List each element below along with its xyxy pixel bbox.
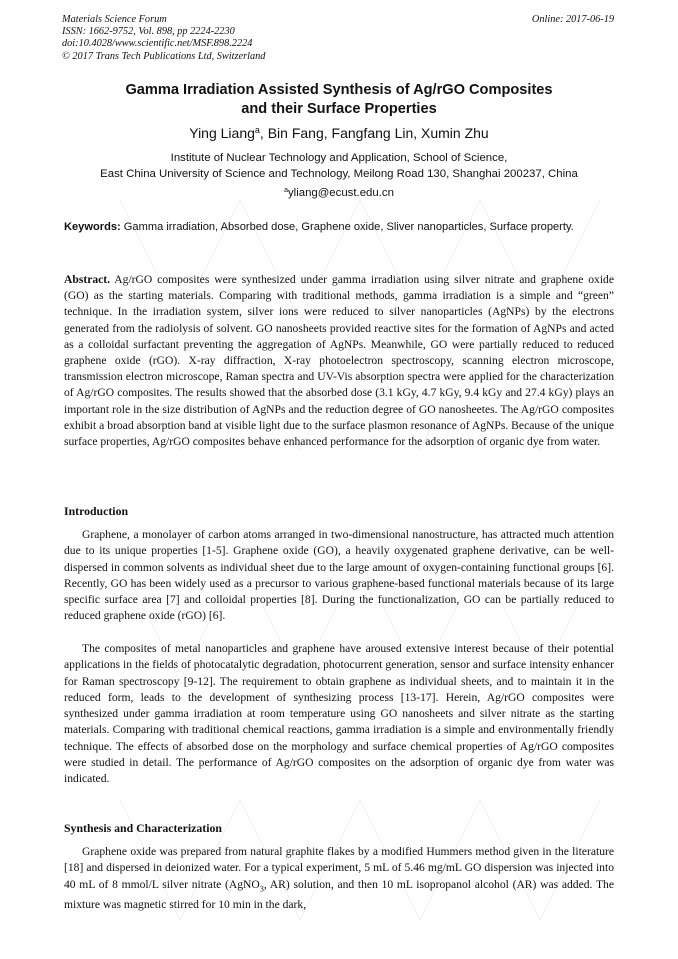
abstract-text: Ag/rGO composites were synthesized under gamma irradiation using silver nitrate and graphene oxide (GO) as the starting materials. Comparing with traditional methods, gamma irradiation is a simple and “green” technique. In the irradiation system, silver ions were reduced to silver nanoparticles (AgNPs) by the electrons generated from the radiolysis of solvent. GO nanosheets provided reactive sites for the formation of AgNPs and acted as a colloidal surfactant preventing the aggregation of AgNPs. Meanwhile, GO were partially reduced to reduced graphene oxide (rGO). X-ray diffraction, X-ray photoelectron spectroscopy, scanning electron microscope, transmission electron microscope, Raman spectra and UV-Vis absorption spectra were applied for the characterization of Ag/rGO composites. The results showed that the absorbed dose (3.1 kGy, 4.7 kGy, 9.4 kGy and 27.4 kGy) plays an important role in the size distribution of AgNPs and the reduction degree of GO nanosheetes. The Ag/rGO composites exhibit a broad absorption band at visible light due to the surface plasmon resonance of AgNPs. Because of the unique surface properties, Ag/rGO composites behave enhanced performance for the adsorption of organic dye from water. <box>64 273 614 449</box>
author-list <box>64 124 614 142</box>
keywords-text: Gamma irradiation, Absorbed dose, Graphene oxide, Sliver nanoparticles, Surface property. <box>120 221 574 233</box>
abstract-block <box>64 272 614 450</box>
title-line-2: and their Surface Properties <box>241 101 437 117</box>
journal-name: Materials Science Forum <box>62 14 167 25</box>
synthesis-text-a: Graphene oxide was prepared from natural graphite flakes by a modified Hummers method given in the literature [18] and dispersed in deionized water. For a typical experiment, 5 mL of 5.46 mg/mL GO dispersion was injected into 40 mL of 8 mmol/L silver nitrate (AgNO <box>64 845 614 891</box>
paper-title <box>64 81 614 119</box>
author-superscript: a <box>254 125 260 135</box>
first-author: Ying Liang <box>189 125 255 141</box>
affiliation-line-2: East China University of Science and Technology, Meilong Road 130, Shanghai 200237, China <box>100 168 578 180</box>
synthesis-text-b: , AR) solution, and then 10 mL isopropanol alcohol (AR) was added. The mixture was magnetic stirred for 10 min in the dark, <box>64 877 614 912</box>
issn-line: ISSN: 1662-9752, Vol. 898, pp 2224-2230 <box>62 26 235 38</box>
email-superscript: a <box>284 187 288 194</box>
abstract-label: Abstract. <box>64 273 111 286</box>
keywords-block <box>64 219 614 235</box>
journal-header <box>62 14 265 63</box>
introduction-paragraph-2: The composites of metal nanoparticles and graphene have aroused extensive interest because of their potential applications in the fields of photocatalytic degradation, photocurrent generation, sensor and surface intensity enhancer for Raman spectroscopy [9-12]. The requirement to obtain graphene as individual sheets, and to maintain it in the reduced form, leads to the development of synthesizing process [13-17]. Herein, Ag/rGO composites were synthesized under gamma irradiation at room temperature using GO nanosheets and silver nitrate as the starting materials. Comparing with traditional chemical reactions, gamma irradiation is a simple and environmentally friendly technique. The effects of absorbed dose on the morphology and surface chemical properties of Ag/rGO composites were studied in detail. The performance of Ag/rGO composites on the adsorption of organic dye from water was indicated. <box>64 642 614 786</box>
copyright-line: © 2017 Trans Tech Publications Ltd, Switzerland <box>62 50 266 62</box>
other-authors: , Bin Fang, Fangfang Lin, Xumin Zhu <box>259 125 489 141</box>
keywords-label: Keywords: <box>64 221 121 233</box>
doi-line: doi:10.4028/www.scientific.net/MSF.898.2224 <box>62 38 253 50</box>
introduction-heading: Introduction <box>64 504 129 518</box>
email-address[interactable]: yliang@ecust.edu.cn <box>287 187 394 199</box>
synthesis-heading: Synthesis and Characterization <box>64 821 222 835</box>
nitrate-subscript: 3 <box>259 883 264 893</box>
author-email <box>64 187 614 199</box>
introduction-paragraph-1: Graphene, a monolayer of carbon atoms arranged in two-dimensional nanostructure, has attracted much attention due to its unique properties [1-5]. Graphene oxide (GO), a heavily oxygenated graphene derivative, can be well-dispersed in common solvents as individual sheet due to the large amount of oxygen-containing functional groups [6]. Recently, GO has been widely used as a precursor to various graphene-based functional materials because of its large specific surface area [7] and colloidal properties [8]. During the functionalization, GO can be partially reduced to reduced graphene oxide (rGO) [6]. <box>64 528 614 623</box>
title-line-1: Gamma Irradiation Assisted Synthesis of Ag/rGO Composites <box>125 82 553 98</box>
synthesis-paragraph-1 <box>64 844 614 914</box>
affiliation <box>40 150 638 182</box>
affiliation-line-1: Institute of Nuclear Technology and Application, School of Science, <box>170 152 508 164</box>
online-date: Online: 2017-06-19 <box>531 14 614 25</box>
